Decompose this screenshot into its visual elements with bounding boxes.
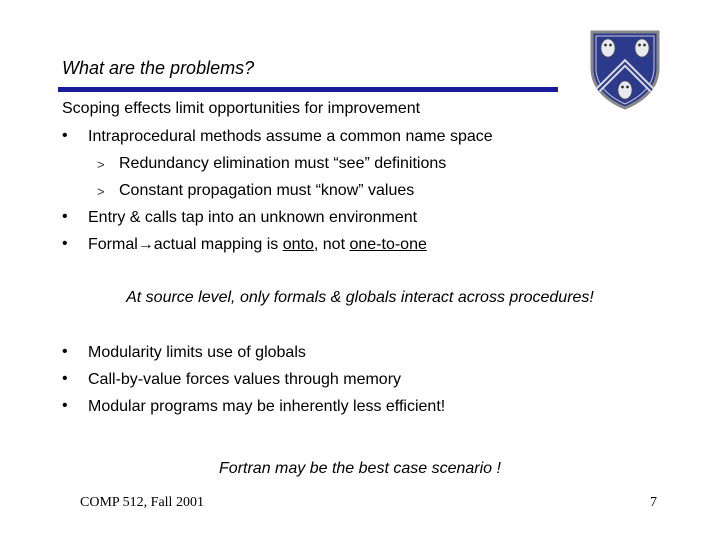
mapping-one-to-one: one-to-one bbox=[349, 236, 427, 253]
bullet-symbol: • bbox=[62, 343, 68, 360]
bullet-modular-programs: Modular programs may be inherently less efficient! bbox=[88, 398, 446, 415]
sub-bullet-symbol: > bbox=[97, 157, 105, 172]
mapping-actual: actual mapping is bbox=[153, 236, 283, 253]
emphasis-fortran: Fortran may be the best case scenario ! bbox=[219, 460, 501, 477]
bullet-symbol: • bbox=[62, 397, 68, 414]
bullet-namespace: Intraprocedural methods assume a common name space bbox=[88, 128, 493, 145]
emphasis-source-level: At source level, only formals & globals interact across procedures! bbox=[126, 289, 594, 306]
sub-bullet-symbol: > bbox=[97, 184, 105, 199]
sub-bullet-constant: Constant propagation must “know” values bbox=[119, 182, 415, 199]
footer-page-number: 7 bbox=[650, 495, 657, 510]
bullet-modularity: Modularity limits use of globals bbox=[88, 344, 306, 361]
bullet-symbol: • bbox=[62, 235, 68, 252]
bullet-symbol: • bbox=[62, 208, 68, 225]
sub-bullet-redundancy: Redundancy elimination must “see” definitions bbox=[119, 155, 447, 172]
arrow-icon: → bbox=[137, 236, 154, 253]
rice-university-shield-icon bbox=[588, 28, 662, 110]
footer-course: COMP 512, Fall 2001 bbox=[80, 495, 204, 510]
slide-title: What are the problems? bbox=[62, 58, 255, 78]
mapping-formal: Formal bbox=[88, 236, 138, 253]
title-rule bbox=[58, 87, 558, 92]
bullet-call-by-value: Call-by-value forces values through memory bbox=[88, 371, 402, 388]
bullet-symbol: • bbox=[62, 370, 68, 387]
bullet-entry-calls: Entry & calls tap into an unknown environment bbox=[88, 209, 418, 226]
bullet-symbol: • bbox=[62, 127, 68, 144]
bullet-mapping bbox=[88, 236, 427, 254]
mapping-onto: onto bbox=[282, 236, 314, 253]
mapping-not: , not bbox=[313, 236, 350, 253]
intro-line: Scoping effects limit opportunities for improvement bbox=[62, 100, 421, 117]
